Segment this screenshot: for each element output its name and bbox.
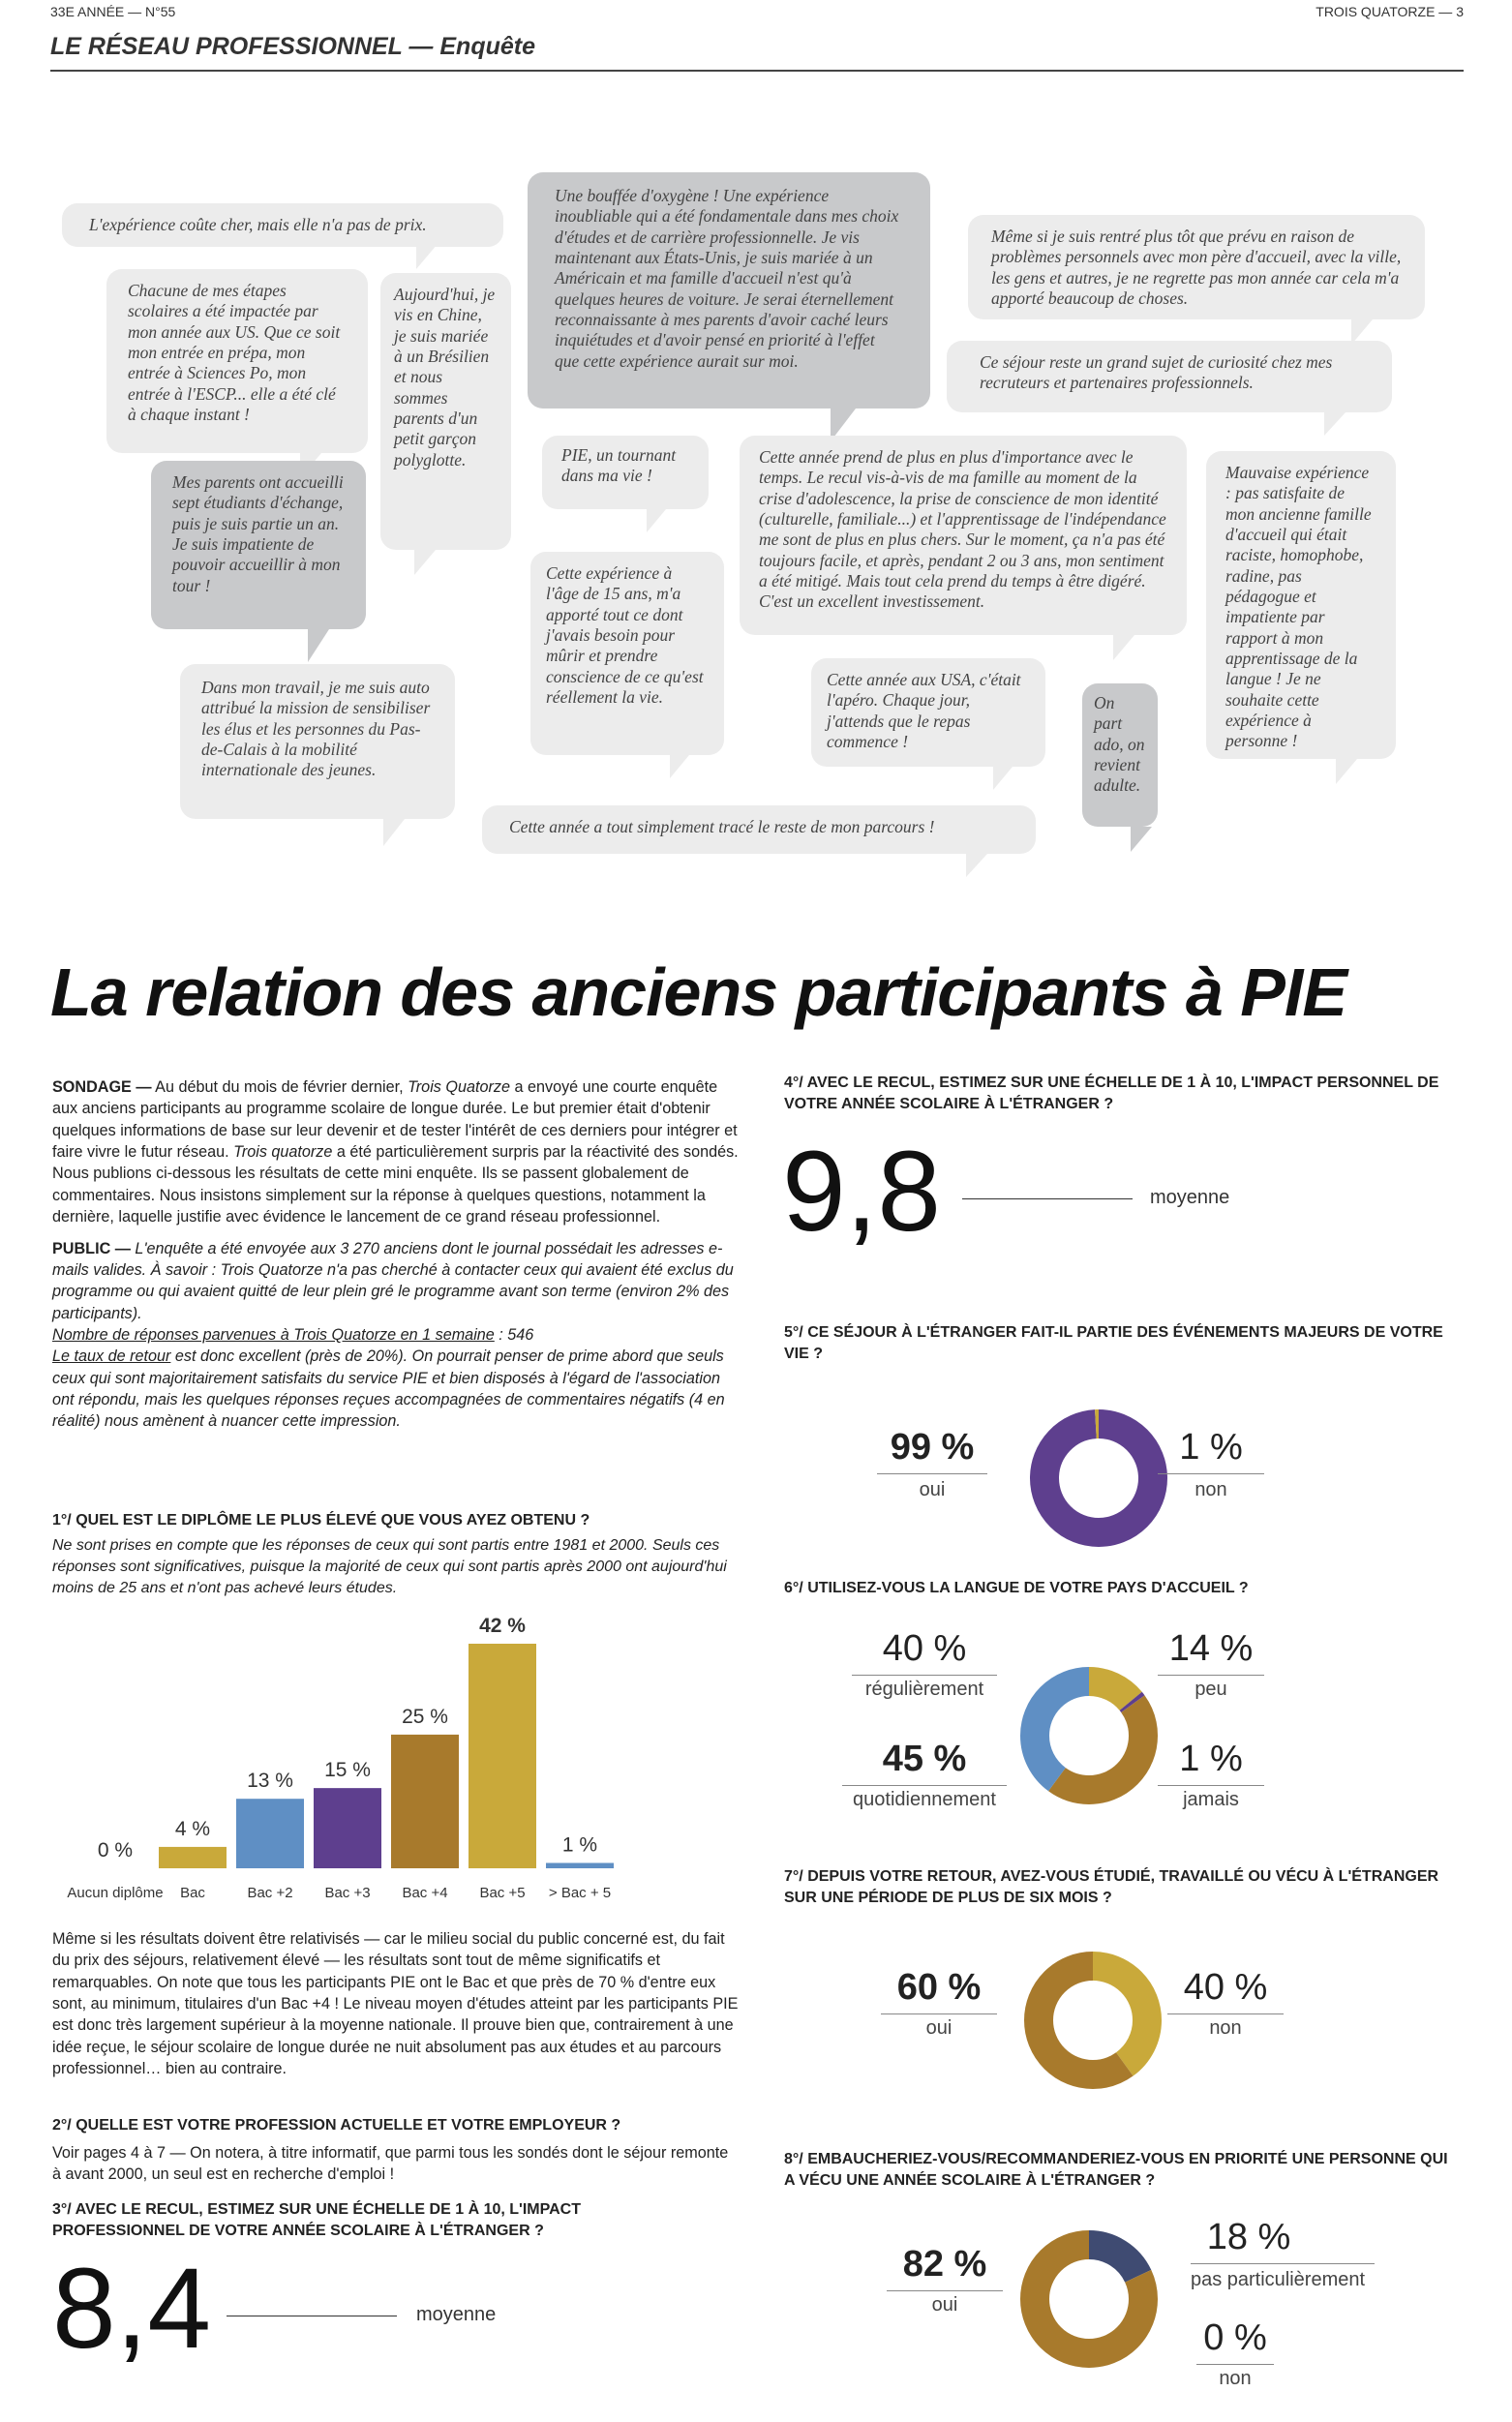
quote-bubble: Cette année a tout simplement tracé le reste de mon parcours ! [482, 805, 1036, 854]
running-header [50, 4, 1464, 19]
q6-regular-percent: 40 % [882, 1628, 967, 1669]
q8-yes-rule [887, 2290, 1003, 2291]
bar-4 [391, 1735, 459, 1868]
q6-little-label: peu [1194, 1679, 1227, 1700]
q8-yes-percent: 82 % [902, 2244, 987, 2285]
q6-regular-label: régulièrement [864, 1679, 984, 1700]
bubble-tail [414, 550, 436, 575]
bar-value-label: 0 % [97, 1839, 134, 1862]
q8-no-rule [1196, 2364, 1274, 2365]
q8-donut-chart [1016, 2226, 1162, 2372]
quote-bubble: L'expérience coûte cher, mais elle n'a pas de prix. [62, 203, 503, 247]
q5-segment-0 [1044, 1424, 1153, 1532]
question-4-value: 9,8 [782, 1128, 942, 1256]
question-2 [52, 2115, 740, 2185]
q5-no-rule [1158, 1473, 1264, 1474]
quote-bubble: Une bouffée d'oxygène ! Une expérience inoubliable qui a été fondamentale dans mes choix d'études et de carrière professionnelle. Je vis maintenant aux États-Unis, je suis mariée à un Américain et ma famille d'accueil n'est qu'à quelques heures de voiture. Je serai éternellement reconnaissante à mes parents d'avoir caché leurs inquiétudes et d'avoir pensé en priorité à l'effet que cette expérience aurait sur moi. [528, 172, 930, 409]
q6-little-rule [1158, 1675, 1264, 1676]
bar-value-label: 4 % [174, 1817, 211, 1840]
bubble-tail [308, 629, 329, 662]
sondage-paragraph: SONDAGE — Au début du mois de février dernier, Trois Quatorze a envoyé une courte enquête aux anciens participants au programme scolaire de longue durée. Le but premier était d'obtenir quelques informations de base sur leur devenir et de tester l'intérêt de ces derniers pour intégrer et faire vivre le futur réseau. Trois quatorze a été particulièrement surpris par la réactivité des sondés. Nous publions ci-dessous les résultats de cette mini enquête. Ils se passent globalement de commentaires. Nous insistons simplement sur la réponse à quelques questions, notamment la dernière, laquelle justifie avec évidence le lancement de ce grand réseau professionnel. [52, 1078, 739, 1226]
question-1-note: Ne sont prises en compte que les réponses de ceux qui sont partis entre 1981 et 2000. Seuls ces réponses sont significatives, puisque la majorité de ceux qui sont partis après 2000 ont aujourd'hui moins de 25 ans et n'ont pas achevé leurs études. [52, 1536, 727, 1596]
bar-6 [546, 1862, 614, 1868]
quote-bubble: Mauvaise expérience : pas satisfaite de mon ancienne famille d'accueil qui était raciste, homophobe, radine, pas pédagogue et impatiente par rapport à mon apprentissage de la langue ! Je ne souhaite cette expérience à personne ! [1206, 451, 1396, 759]
q5-no-percent: 1 % [1179, 1427, 1243, 1468]
q6-never-rule [1158, 1785, 1264, 1786]
q6-never-label: jamais [1183, 1789, 1239, 1810]
question-3-label: moyenne [416, 2304, 497, 2325]
header-divider [50, 70, 1464, 72]
bubble-tail [670, 755, 689, 778]
bar-value-label: 13 % [247, 1770, 293, 1793]
question-5-title: 5°/ CE SÉJOUR À L'ÉTRANGER FAIT-IL PARTIE DES ÉVÉNEMENTS MAJEURS DE VOTRE VIE ? [784, 1324, 1443, 1362]
q5-yes-rule [877, 1473, 987, 1474]
bar-2 [236, 1799, 304, 1868]
quote-bubble: Cette année prend de plus en plus d'importance avec le temps. Le recul vis-à-vis de ma famille au moment de la crise d'adolescence, la prise de conscience de mon identité (culturelle, familiale...) et l'apprentissage de l'indépendance me sont de plus en plus chers. Sur le moment, ça n'a pas été toujours facile, et après, pendant 2 ou 3 ans, mon sentiment a été mitigé. Mais tout cela prend du temps à être digéré. C'est un excellent investissement. [740, 436, 1187, 635]
question-7-title: 7°/ DEPUIS VOTRE RETOUR, AVEZ-VOUS ÉTUDIÉ, TRAVAILLÉ OU VÉCU À L'ÉTRANGER SUR UNE PÉRIODE DE PLUS DE SIX MOIS ? [784, 1868, 1439, 1906]
bubble-tail [993, 767, 1013, 790]
bar-3 [314, 1788, 381, 1868]
q5-donut-chart [1026, 1406, 1171, 1551]
bar-value-label: 42 % [479, 1615, 526, 1637]
q8-no-percent: 0 % [1203, 2317, 1267, 2358]
bubble-tail [1336, 759, 1357, 784]
q8-partial-label: pas particulièrement [1190, 2269, 1366, 2290]
question-6-title: 6°/ UTILISEZ-VOUS LA LANGUE DE VOTRE PAYS D'ACCUEIL ? [784, 1580, 1249, 1596]
category-label: Bac +5 [479, 1885, 526, 1901]
quote-bubble: Ce séjour reste un grand sujet de curiosité chez mes recruteurs et partenaires professionnels. [947, 341, 1392, 412]
bar-5 [469, 1644, 536, 1868]
diploma-bar-chart [52, 1615, 672, 1915]
question-1 [52, 1510, 740, 1599]
bar-value-label: 1 % [561, 1833, 598, 1857]
q6-daily-rule [842, 1785, 1007, 1786]
bubble-tail [966, 854, 987, 877]
question-4-label: moyenne [1150, 1187, 1230, 1208]
q7-no-label: non [1209, 2017, 1242, 2039]
q7-donut-chart [1020, 1948, 1165, 2093]
category-label: Bac +3 [324, 1885, 371, 1901]
q8-partial-percent: 18 % [1206, 2217, 1291, 2257]
category-label: Bac +2 [247, 1885, 293, 1901]
q7-no-rule [1167, 2013, 1284, 2014]
q6-daily-percent: 45 % [882, 1739, 967, 1779]
q8-partial-rule [1191, 2263, 1375, 2264]
q6-regular-rule [852, 1675, 997, 1676]
question-4-title: 4°/ AVEC LE RECUL, ESTIMEZ SUR UNE ÉCHELLE DE 1 À 10, L'IMPACT PERSONNEL DE VOTRE ANNÉE SCOLAIRE À L'ÉTRANGER ? [784, 1075, 1439, 1112]
brand-label: TROIS QUATORZE — 3 [1315, 4, 1464, 19]
quote-bubble: Cette année aux USA, c'était l'apéro. Chaque jour, j'attends que le repas commence ! [811, 658, 1045, 767]
bar-value-label: 15 % [324, 1759, 371, 1782]
q6-daily-label: quotidiennement [853, 1789, 996, 1810]
q6-donut-chart [1016, 1663, 1162, 1808]
issue-label: 33E ANNÉE — N°55 [50, 4, 176, 19]
quote-bubble: Même si je suis rentré plus tôt que prévu en raison de problèmes personnels avec mon père d'accueil, avec la ville, les gens et autres, je ne regrette pas mon année car cela m'a apporté beaucoup de choses. [968, 215, 1425, 319]
quote-bubble: Aujourd'hui, je vis en Chine, je suis mariée à un Brésilien et nous sommes parents d'un petit garçon polyglotte. [380, 273, 511, 550]
q6-never-percent: 1 % [1179, 1739, 1243, 1779]
article-title: La relation des anciens participants à PIE [50, 954, 1347, 1030]
q7-yes-rule [881, 2013, 997, 2014]
question-2-text: Voir pages 4 à 7 — On notera, à titre informatif, que parmi tous les sondés dont le séjour remonte à avant 2000, un seul est en recherche d'emploi ! [52, 2143, 729, 2183]
quote-bubble: Dans mon travail, je me suis auto attribué la mission de sensibiliser les élus et les personnes du Pas-de-Calais à la mobilité internationale des jeunes. [180, 664, 455, 819]
bubble-tail [1324, 412, 1346, 436]
bubble-tail [1113, 635, 1134, 660]
bubble-tail [383, 819, 405, 846]
question-1-comment: Même si les résultats doivent être relativisés — car le milieu social du public concerné est, du fait du prix des séjours, relativement élevé — les résultats sont tout de même significatifs et remarquables. On note que tous les participants PIE ont le Bac et que près de 70 % d'entre eux sont, au minimum, titulaires d'un Bac +4 ! Le niveau moyen d'études atteint par les participants PIE est donc très largement supérieur à la moyenne nationale. Il prouve bien que, contrairement à une idée reçue, le séjour scolaire de longue durée ne nuit absolument pas aux études et au parcours professionnel… bien au contraire. [52, 1930, 739, 2078]
q7-yes-label: oui [925, 2017, 953, 2039]
category-label: > Bac + 5 [548, 1885, 612, 1901]
intro-text [52, 1076, 740, 1442]
quote-bubble: PIE, un tournant dans ma vie ! [542, 436, 709, 509]
category-label: Bac [180, 1885, 205, 1901]
question-8-title: 8°/ EMBAUCHERIEZ-VOUS/RECOMMANDERIEZ-VOUS EN PRIORITÉ UNE PERSONNE QUI A VÉCU UNE ANNÉE SCOLAIRE À L'ÉTRANGER ? [784, 2151, 1448, 2189]
q5-yes-percent: 99 % [890, 1427, 975, 1468]
q5-yes-label: oui [919, 1479, 946, 1500]
q5-no-label: non [1194, 1479, 1227, 1500]
bubble-tail [1131, 827, 1152, 852]
q8-no-label: non [1219, 2368, 1252, 2389]
question-1-title: 1°/ QUEL EST LE DIPLÔME LE PLUS ÉLEVÉ QUE VOUS AYEZ OBTENU ? [52, 1512, 590, 1529]
bubble-tail [416, 244, 438, 269]
question-4-rule [962, 1198, 1133, 1199]
question-3-value: 8,4 [52, 2245, 212, 2373]
quote-bubble: Cette expérience à l'âge de 15 ans, m'a apporté tout ce dont j'avais besoin pour mûrir et prendre conscience de ce qu'est réellement la vie. [530, 552, 724, 755]
bar-value-label: 25 % [402, 1705, 448, 1728]
question-3 [52, 2199, 672, 2241]
q7-yes-percent: 60 % [896, 1967, 982, 2008]
public-paragraph: PUBLIC — L'enquête a été envoyée aux 3 270 anciens dont le journal possédait les adresses e-mails valides. À savoir : Trois Quatorze n'a pas cherché à contacter ceux qui avaient été exclus du programme ou qui avaient quitté de leur plein gré le programme avant son terme (environ 2% des participants). Nombre de réponses parvenues à Trois Quatorze en 1 semaine : 546 Le taux de retour est donc excellent (près de 20%). On pourrait penser de prime abord que seuls ceux qui sont majoritairement satisfaits du service PIE et bien disposés à l'égard de l'association ont répondu, mais les quelques réponses reçues accompagnées de commentaires négatifs (4 en réalité) nous amènent à nuancer cette impression. [52, 1239, 734, 1431]
bubble-tail [647, 509, 666, 532]
question-3-title: 3°/ AVEC LE RECUL, ESTIMEZ SUR UNE ÉCHELLE DE 1 À 10, L'IMPACT PROFESSIONNEL DE VOTRE ANNÉE SCOLAIRE À L'ÉTRANGER ? [52, 2201, 581, 2239]
section-title: LE RÉSEAU PROFESSIONNEL — Enquête [50, 33, 536, 60]
q8-yes-label: oui [931, 2294, 958, 2316]
category-label: Aucun diplôme [67, 1885, 164, 1901]
bar-1 [159, 1847, 227, 1868]
quote-bubble: Chacune de mes étapes scolaires a été impactée par mon année aux US. Que ce soit mon entrée en prépa, mon entrée à Sciences Po, mon entrée à l'ESCP... elle a été clé à chaque instant ! [106, 269, 368, 453]
quote-bubble: On part ado, on revient adulte. [1082, 683, 1158, 827]
q7-no-percent: 40 % [1183, 1967, 1268, 2008]
question-2-title: 2°/ QUELLE EST VOTRE PROFESSION ACTUELLE ET VOTRE EMPLOYEUR ? [52, 2117, 621, 2134]
category-label: Bac +4 [402, 1885, 448, 1901]
quote-bubble: Mes parents ont accueilli sept étudiants d'échange, puis je suis partie un an. Je suis impatiente de pouvoir accueillir à mon tour ! [151, 461, 366, 629]
q6-little-percent: 14 % [1168, 1628, 1254, 1669]
